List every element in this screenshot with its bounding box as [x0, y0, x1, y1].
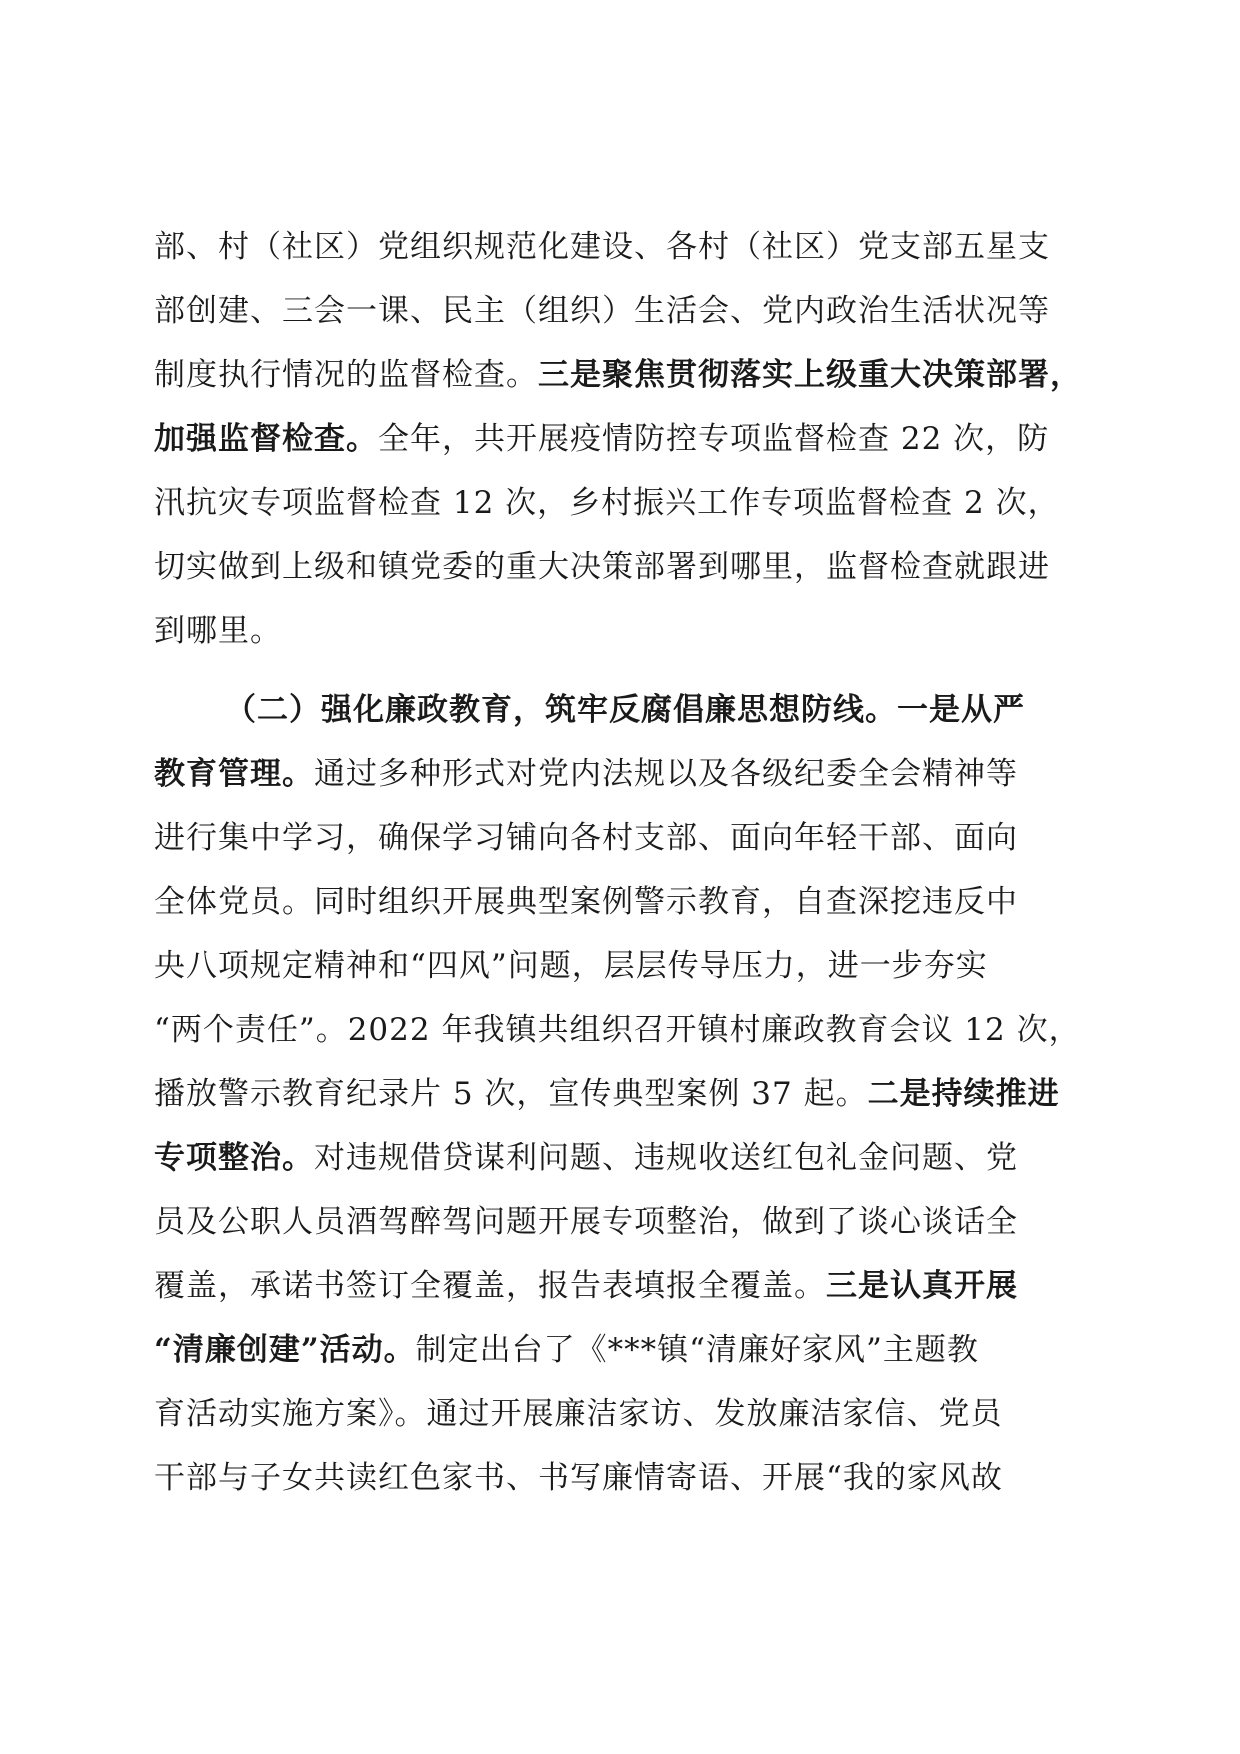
- text-line-9: [154, 742, 1114, 806]
- bold-text-run: 三是聚焦贯彻落实上级重大决策部署，: [538, 357, 1082, 393]
- text-line-7: [154, 599, 1114, 663]
- text-run: 全体党员。同时组织开展典型案例警示教育，自查深挖违反中: [154, 884, 1018, 920]
- text-line-4: [154, 407, 1114, 471]
- text-line-18: [154, 1318, 1114, 1382]
- text-run: 覆盖，承诺书签订全覆盖，报告表填报全覆盖。: [154, 1268, 826, 1304]
- text-run: 央八项规定精神和“四风”问题，层层传导压力，进一步夯实: [154, 948, 988, 984]
- text-line-15: [154, 1126, 1114, 1190]
- text-run: 育活动实施方案》。通过开展廉洁家访、发放廉洁家信、党员: [154, 1396, 1003, 1432]
- text-run: 播放警示教育纪录片 5 次，宣传典型案例 37 起。: [154, 1076, 868, 1112]
- text-run: 到哪里。: [154, 613, 282, 649]
- text-line-14: [154, 1062, 1114, 1126]
- text-line-3: [154, 343, 1114, 407]
- text-run: 部创建、三会一课、民主（组织）生活会、党内政治生活状况等: [154, 293, 1050, 329]
- text-line-5: [154, 471, 1114, 535]
- text-line-19: [154, 1382, 1114, 1446]
- section-heading: （二）强化廉政教育，筑牢反腐倡廉思想防线。一是从严: [225, 692, 1025, 728]
- text-run: 干部与子女共读红色家书、书写廉情寄语、开展“我的家风故: [154, 1460, 1003, 1496]
- text-run: 制定出台了《***镇“清廉好家风”主题教: [415, 1332, 979, 1368]
- bold-text-run: 三是认真开展: [826, 1268, 1018, 1304]
- section-heading-line: [225, 678, 1185, 742]
- bold-text-run: 二是持续推进: [867, 1076, 1060, 1112]
- text-run: 进行集中学习，确保学习铺向各村支部、面向年轻干部、面向: [154, 820, 1018, 856]
- text-line-10: [154, 806, 1114, 870]
- text-run: 切实做到上级和镇党委的重大决策部署到哪里，监督检查就跟进: [154, 549, 1050, 585]
- text-line-2: [154, 279, 1114, 343]
- text-run: 全年，共开展疫情防控专项监督检查 22 次，防: [378, 421, 1050, 457]
- text-line-13: [154, 998, 1114, 1062]
- bold-text-run: “清廉创建”活动。: [154, 1332, 416, 1368]
- text-run: 员及公职人员酒驾醉驾问题开展专项整治，做到了谈心谈话全: [154, 1204, 1018, 1240]
- text-line-16: [154, 1190, 1114, 1254]
- text-run: 通过多种形式对党内法规以及各级纪委全会精神等: [314, 756, 1018, 792]
- bold-text-run: 专项整治。: [154, 1140, 314, 1176]
- text-run: 汛抗灾专项监督检查 12 次，乡村振兴工作专项监督检查 2 次，: [154, 485, 1060, 521]
- bold-text-run: 加强监督检查。: [154, 421, 378, 457]
- text-line-6: [154, 535, 1114, 599]
- text-run: “两个责任”。2022 年我镇共组织召开镇村廉政教育会议 12 次，: [154, 1012, 1081, 1048]
- text-line-12: [154, 934, 1114, 998]
- text-run: 对违规借贷谋利问题、违规收送红包礼金问题、党: [314, 1140, 1018, 1176]
- bold-text-run: 教育管理。: [154, 756, 314, 792]
- text-line-1: [154, 215, 1114, 279]
- text-line-20: [154, 1446, 1114, 1510]
- text-run: 制度执行情况的监督检查。: [154, 357, 538, 393]
- text-run: 部、村（社区）党组织规范化建设、各村（社区）党支部五星支: [154, 229, 1050, 265]
- text-line-11: [154, 870, 1114, 934]
- text-line-17: [154, 1254, 1114, 1318]
